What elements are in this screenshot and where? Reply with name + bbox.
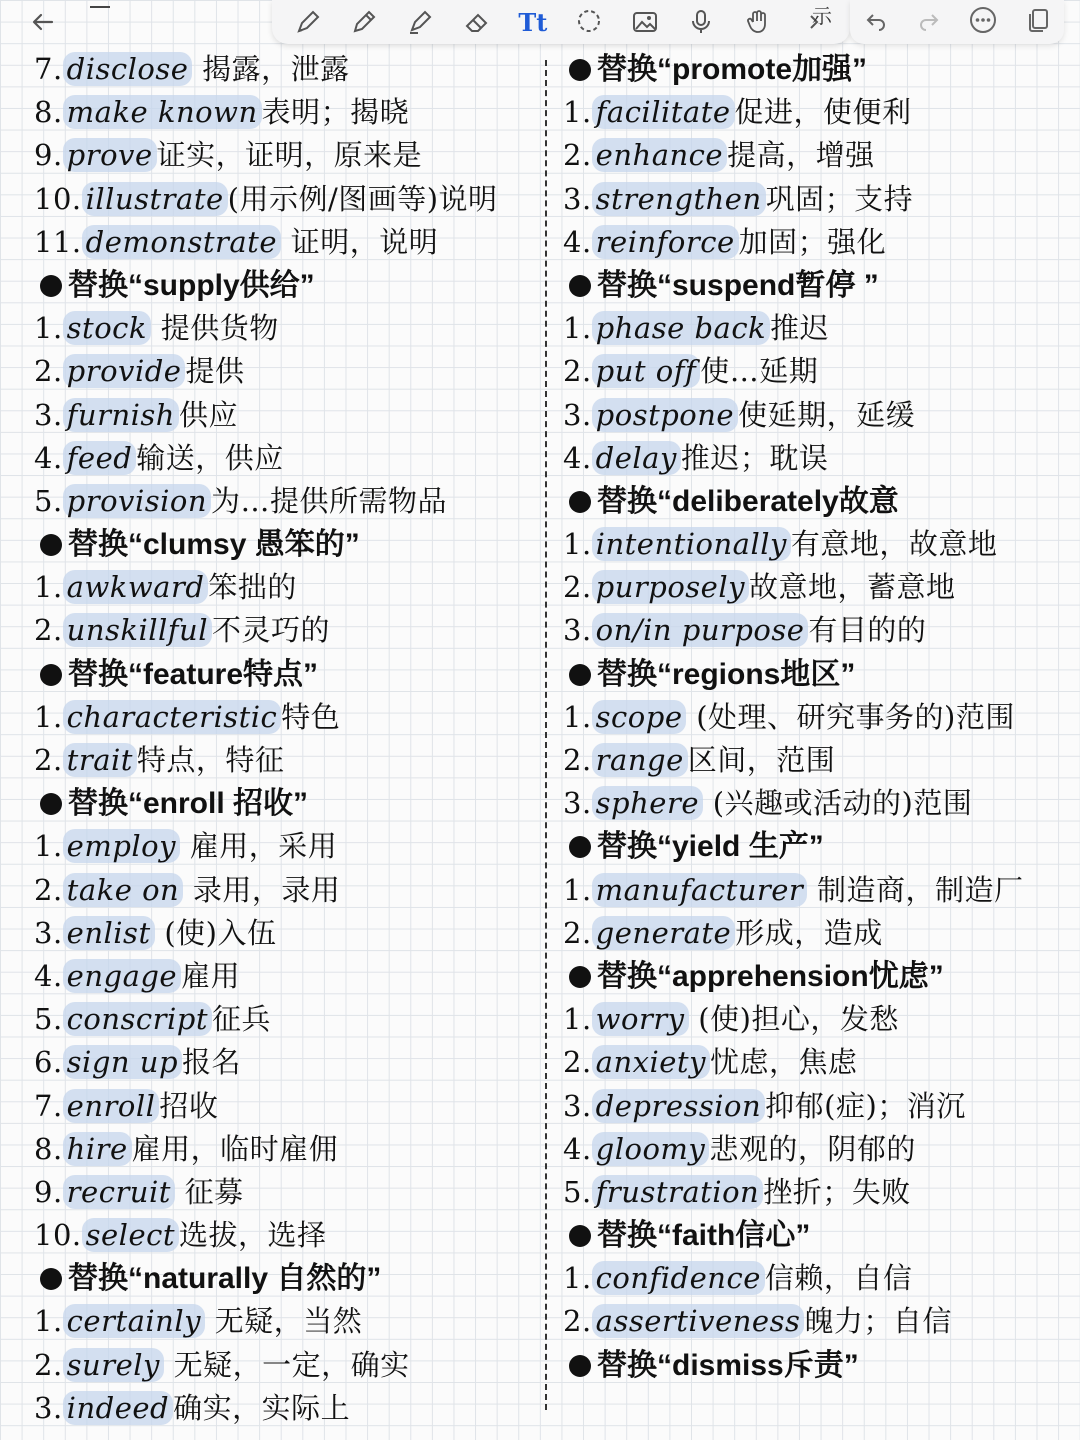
item-number: 2. xyxy=(563,1304,592,1339)
english-word: unskillful xyxy=(63,613,212,647)
english-word: feed xyxy=(63,441,137,475)
redo-button[interactable] xyxy=(917,8,941,36)
vocab-item xyxy=(563,134,1075,177)
english-word: sphere xyxy=(592,786,703,820)
chinese-meaning: (处理、研究事务的)范围 xyxy=(686,699,1015,734)
bullet-icon xyxy=(569,664,591,686)
text-tool-button[interactable] xyxy=(516,5,550,39)
item-number: 8. xyxy=(34,95,63,130)
vocab-item xyxy=(34,480,544,523)
vocab-item xyxy=(563,523,1075,566)
english-word: gloomy xyxy=(592,1132,710,1166)
heading-text: 替换“deliberately故意 xyxy=(597,484,899,518)
chinese-meaning: 抑郁(症)；消沉 xyxy=(765,1088,966,1123)
chinese-meaning: 加固；强化 xyxy=(738,224,887,259)
vocab-item xyxy=(34,912,544,955)
chinese-meaning: 制造商，制造厂 xyxy=(807,872,1024,907)
chinese-meaning: 悲观的，阴郁的 xyxy=(709,1131,916,1166)
chinese-meaning: 揭露，泄露 xyxy=(192,52,350,86)
pen-icon xyxy=(294,8,322,36)
chinese-meaning: 报名 xyxy=(182,1045,242,1080)
chinese-meaning: (用示例/图画等)说明 xyxy=(227,181,498,216)
vocab-item xyxy=(34,134,544,177)
english-word: select xyxy=(82,1218,179,1252)
english-word: make known xyxy=(63,95,262,129)
item-number: 7. xyxy=(34,52,63,86)
english-word: on/in purpose xyxy=(592,613,809,647)
heading-text: 替换“apprehension忧虑” xyxy=(597,959,944,993)
vocab-item xyxy=(34,1128,544,1171)
right-column xyxy=(563,48,1075,1387)
item-number: 3. xyxy=(34,1390,63,1425)
chinese-meaning: 雇用，临时雇佣 xyxy=(131,1131,339,1166)
bullet-icon xyxy=(40,664,62,686)
chinese-meaning: 有目的的 xyxy=(808,613,927,648)
item-number: 1. xyxy=(563,872,592,907)
chinese-meaning: 挫折；失败 xyxy=(763,1174,911,1209)
heading-text: 替换“supply供给” xyxy=(68,268,315,302)
english-word: generate xyxy=(592,916,736,950)
chinese-meaning: 信赖，自信 xyxy=(764,1261,913,1296)
chinese-meaning: 使…延期 xyxy=(700,354,819,389)
item-number: 7. xyxy=(34,1088,63,1123)
heading-text: 替换“faith信心” xyxy=(597,1219,811,1253)
vocab-item xyxy=(563,566,1075,609)
english-word: sign up xyxy=(63,1045,182,1079)
section-heading xyxy=(34,782,544,825)
item-number: 4. xyxy=(563,440,592,475)
item-number: 1. xyxy=(34,570,63,605)
chinese-meaning: 魄力；自信 xyxy=(804,1304,952,1339)
chinese-meaning: 巩固；支持 xyxy=(765,181,914,216)
vocab-item xyxy=(563,1300,1075,1343)
pages-icon xyxy=(1026,7,1050,33)
vocab-item xyxy=(563,178,1075,221)
english-word: facilitate xyxy=(592,95,735,129)
vocab-item xyxy=(34,696,544,739)
heading-text: 替换“naturally 自然的” xyxy=(68,1262,382,1296)
english-word: reinforce xyxy=(592,225,739,259)
chinese-meaning: 征募 xyxy=(174,1174,244,1209)
item-number: 1. xyxy=(34,1304,63,1339)
english-word: conscript xyxy=(63,1002,212,1036)
vocab-item xyxy=(34,998,544,1041)
item-number: 1. xyxy=(563,1261,592,1296)
item-number: 10. xyxy=(34,181,82,216)
vocab-item xyxy=(563,1257,1075,1300)
vocab-item xyxy=(34,437,544,480)
section-heading xyxy=(563,955,1075,998)
english-word: worry xyxy=(592,1002,689,1036)
item-number: 1. xyxy=(563,95,592,130)
english-word: employ xyxy=(63,829,180,863)
microphone-tool-button[interactable] xyxy=(684,5,718,39)
item-number: 2. xyxy=(34,354,63,389)
item-number: 1. xyxy=(34,829,63,864)
vocab-item xyxy=(34,178,544,221)
vocab-item xyxy=(563,1041,1075,1084)
chinese-meaning: 提供货物 xyxy=(150,311,279,346)
bullet-icon xyxy=(569,491,591,513)
english-word: provide xyxy=(63,354,186,388)
vocab-item xyxy=(563,307,1075,350)
english-word: strengthen xyxy=(592,182,766,216)
item-number: 4. xyxy=(563,1131,592,1166)
vocab-item xyxy=(34,48,544,91)
vocab-item xyxy=(563,609,1075,652)
english-word: certainly xyxy=(63,1304,205,1338)
item-number: 3. xyxy=(563,397,592,432)
chinese-meaning: (使)担心，发愁 xyxy=(688,1002,899,1037)
english-word: hire xyxy=(63,1132,132,1166)
english-word: assertiveness xyxy=(592,1304,805,1338)
item-number: 2. xyxy=(563,570,592,605)
chinese-meaning: 输送，供应 xyxy=(136,440,284,475)
bullet-icon xyxy=(569,836,591,858)
chinese-meaning: 区间，范围 xyxy=(687,743,836,777)
chinese-meaning: 忧虑，焦虑 xyxy=(709,1045,858,1080)
english-word: awkward xyxy=(63,570,209,604)
stray-text: 示 xyxy=(812,4,832,28)
vocab-item xyxy=(34,350,544,393)
chinese-meaning: 选拔，选择 xyxy=(179,1218,327,1253)
item-number: 2. xyxy=(34,1347,63,1382)
item-number: 3. xyxy=(563,181,592,216)
english-word: characteristic xyxy=(63,700,282,734)
english-word: demonstrate xyxy=(82,225,281,259)
chinese-meaning: 推迟 xyxy=(770,311,830,346)
english-word: enlist xyxy=(63,916,155,950)
heading-text: 替换“dismiss斥责” xyxy=(597,1348,859,1382)
english-word: engage xyxy=(63,959,181,993)
eraser-tool-button[interactable] xyxy=(460,5,494,39)
section-heading xyxy=(34,653,544,696)
highlighter-icon xyxy=(406,8,434,36)
vocab-item xyxy=(34,1387,544,1430)
chinese-meaning: 雇用 xyxy=(181,958,241,993)
english-word: intentionally xyxy=(592,527,791,561)
heading-text: 替换“clumsy 愚笨的” xyxy=(68,528,360,562)
chinese-meaning: 推迟；耽误 xyxy=(680,440,829,475)
bullet-icon xyxy=(569,1225,591,1247)
lasso-tool-button[interactable] xyxy=(572,5,606,39)
item-number: 1. xyxy=(34,311,63,346)
section-heading xyxy=(563,1344,1075,1387)
bullet-icon xyxy=(569,275,591,297)
item-number: 10. xyxy=(34,1218,82,1253)
vocab-item xyxy=(34,221,544,264)
stray-mark xyxy=(90,0,110,8)
vocab-item xyxy=(34,1214,544,1257)
back-button[interactable] xyxy=(24,4,62,40)
bullet-icon xyxy=(40,534,62,556)
chinese-meaning: 证实，证明，原来是 xyxy=(156,138,423,173)
section-heading xyxy=(563,264,1075,307)
vocab-item xyxy=(34,609,544,652)
item-number: 1. xyxy=(563,311,592,346)
section-heading xyxy=(34,1257,544,1300)
chinese-meaning: 确实，实际上 xyxy=(173,1390,351,1425)
vocab-item xyxy=(34,825,544,868)
microphone-icon xyxy=(687,8,715,36)
vocab-item xyxy=(34,1300,544,1343)
item-number: 2. xyxy=(563,138,592,173)
section-heading xyxy=(563,825,1075,868)
pencil-tool-button[interactable] xyxy=(347,5,381,39)
english-word: surely xyxy=(63,1348,164,1382)
english-word: provision xyxy=(63,484,211,518)
left-column xyxy=(34,48,544,1430)
heading-text: 替换“enroll 招收” xyxy=(68,787,309,821)
item-number: 2. xyxy=(563,354,592,389)
vocab-item xyxy=(34,869,544,912)
english-word: confidence xyxy=(592,1261,765,1295)
chinese-meaning: 故意地，蓄意地 xyxy=(749,570,956,605)
english-word: indeed xyxy=(63,1391,173,1425)
arrow-left-icon xyxy=(30,9,56,35)
item-number: 11. xyxy=(34,224,82,259)
section-heading xyxy=(34,264,544,307)
chinese-meaning: 征兵 xyxy=(212,1002,272,1037)
item-number: 9. xyxy=(34,138,63,173)
chinese-meaning: 不灵巧的 xyxy=(212,613,331,648)
english-word: depression xyxy=(592,1089,766,1123)
heading-text: 替换“suspend暂停 ” xyxy=(597,268,879,302)
chinese-meaning: 提高，增强 xyxy=(727,138,875,173)
chinese-meaning: 提供 xyxy=(185,354,245,389)
english-word: prove xyxy=(63,138,157,172)
finger-draw-icon xyxy=(744,8,772,36)
bullet-icon xyxy=(40,793,62,815)
chinese-meaning: 无疑，一定，确实 xyxy=(163,1347,410,1382)
drawing-toolbar xyxy=(272,0,850,44)
pencil-icon xyxy=(350,8,378,36)
item-number: 9. xyxy=(34,1174,63,1209)
redo-icon xyxy=(917,8,941,32)
chinese-meaning: 供应 xyxy=(178,397,238,432)
vocab-item xyxy=(34,307,544,350)
chinese-meaning: 特点，特征 xyxy=(136,743,285,777)
english-word: enhance xyxy=(592,138,727,172)
vocab-item xyxy=(34,739,544,782)
vocab-item xyxy=(563,1085,1075,1128)
chinese-meaning: (兴趣或活动的)范围 xyxy=(702,786,973,821)
item-number: 3. xyxy=(563,613,592,648)
english-word: illustrate xyxy=(82,182,228,216)
english-word: range xyxy=(592,743,688,777)
bullet-icon xyxy=(569,59,591,81)
section-heading xyxy=(563,48,1075,91)
image-icon xyxy=(631,8,659,36)
english-word: purposely xyxy=(592,570,749,604)
heading-text: 替换“feature特点” xyxy=(68,657,319,691)
english-word: postpone xyxy=(592,398,738,432)
item-number: 4. xyxy=(34,440,63,475)
english-word: take on xyxy=(63,873,184,907)
english-word: enroll xyxy=(63,1089,160,1123)
english-word: trait xyxy=(63,743,137,777)
vocab-item xyxy=(563,998,1075,1041)
more-button[interactable] xyxy=(969,6,997,38)
vocab-item xyxy=(563,350,1075,393)
english-word: frustration xyxy=(592,1175,764,1209)
english-word: disclose xyxy=(63,52,193,86)
column-divider xyxy=(545,60,547,1410)
item-number: 2. xyxy=(34,872,63,907)
item-number: 2. xyxy=(563,1045,592,1080)
chinese-meaning: (使)入伍 xyxy=(154,915,277,950)
vocab-item xyxy=(34,1171,544,1214)
chinese-meaning: 招收 xyxy=(159,1088,219,1123)
item-number: 1. xyxy=(34,699,63,734)
english-word: scope xyxy=(592,700,687,734)
heading-text: 替换“regions地区” xyxy=(597,657,856,691)
chinese-meaning: 无疑，当然 xyxy=(205,1304,363,1339)
english-word: anxiety xyxy=(592,1045,710,1079)
image-tool-button[interactable] xyxy=(628,5,662,39)
chinese-meaning: 促进，使便利 xyxy=(734,95,912,130)
item-number: 2. xyxy=(563,915,592,950)
vocab-item xyxy=(563,782,1075,825)
bullet-icon xyxy=(569,1355,591,1377)
item-number: 3. xyxy=(34,915,63,950)
vocab-item xyxy=(563,394,1075,437)
vocab-item xyxy=(563,869,1075,912)
bullet-icon xyxy=(569,966,591,988)
chinese-meaning: 特色 xyxy=(281,699,341,734)
eraser-icon xyxy=(463,8,491,36)
chinese-meaning: 使延期，延缓 xyxy=(738,397,916,432)
text-tool-icon: Tt xyxy=(518,7,548,37)
chinese-meaning: 雇用，采用 xyxy=(180,829,338,864)
english-word: phase back xyxy=(592,311,770,345)
english-word: stock xyxy=(63,311,151,345)
section-heading xyxy=(563,1214,1075,1257)
item-number: 2. xyxy=(563,743,592,777)
vocab-item xyxy=(563,696,1075,739)
edit-toolbar xyxy=(850,0,1064,44)
bullet-icon xyxy=(40,1268,62,1290)
lasso-icon xyxy=(575,8,603,36)
vocab-item xyxy=(34,955,544,998)
english-word: furnish xyxy=(63,398,179,432)
english-word: put off xyxy=(592,354,701,388)
item-number: 8. xyxy=(34,1131,63,1166)
vocab-item xyxy=(34,1344,544,1387)
chinese-meaning: 为…提供所需物品 xyxy=(211,483,448,518)
undo-button[interactable] xyxy=(864,8,888,36)
vocab-item xyxy=(34,91,544,134)
chinese-meaning: 表明；揭晓 xyxy=(261,95,410,130)
heading-text: 替换“promote加强” xyxy=(597,53,867,86)
heading-text: 替换“yield 生产” xyxy=(597,830,824,864)
pages-button[interactable] xyxy=(1026,7,1050,37)
more-icon xyxy=(969,6,997,34)
item-number: 5. xyxy=(34,1002,63,1037)
item-number: 5. xyxy=(563,1174,592,1209)
section-heading xyxy=(563,653,1075,696)
item-number: 1. xyxy=(563,699,592,734)
chinese-meaning: 形成，造成 xyxy=(735,915,883,950)
section-heading xyxy=(563,480,1075,523)
chinese-meaning: 笨拙的 xyxy=(208,570,297,605)
english-word: recruit xyxy=(63,1175,175,1209)
chinese-meaning: 录用，录用 xyxy=(183,872,341,907)
english-word: manufacturer xyxy=(592,873,808,907)
english-word: delay xyxy=(592,441,681,475)
vocab-item xyxy=(563,221,1075,264)
item-number: 3. xyxy=(563,786,592,821)
pen-tool-button[interactable] xyxy=(291,5,325,39)
vocab-item xyxy=(34,1085,544,1128)
finger-draw-button[interactable] xyxy=(741,5,775,39)
item-number: 4. xyxy=(34,958,63,993)
vocab-item xyxy=(563,1128,1075,1171)
item-number: 1. xyxy=(563,1002,592,1037)
item-number: 2. xyxy=(34,743,63,777)
item-number: 3. xyxy=(34,397,63,432)
item-number: 4. xyxy=(563,224,592,259)
item-number: 2. xyxy=(34,613,63,648)
vocab-item xyxy=(563,91,1075,134)
vocab-item xyxy=(34,566,544,609)
item-number: 3. xyxy=(563,1088,592,1123)
highlighter-tool-button[interactable] xyxy=(403,5,437,39)
item-number: 6. xyxy=(34,1045,63,1080)
bullet-icon xyxy=(40,275,62,297)
vocab-item xyxy=(34,394,544,437)
vocab-item xyxy=(563,437,1075,480)
vocab-item xyxy=(563,912,1075,955)
chinese-meaning: 有意地，故意地 xyxy=(790,527,998,562)
vocab-item xyxy=(563,1171,1075,1214)
item-number: 5. xyxy=(34,483,63,518)
item-number: 1. xyxy=(563,527,592,562)
vocab-item xyxy=(34,1041,544,1084)
undo-icon xyxy=(864,8,888,32)
section-heading xyxy=(34,523,544,566)
chinese-meaning: 证明，说明 xyxy=(281,224,439,259)
vocab-item xyxy=(563,739,1075,782)
